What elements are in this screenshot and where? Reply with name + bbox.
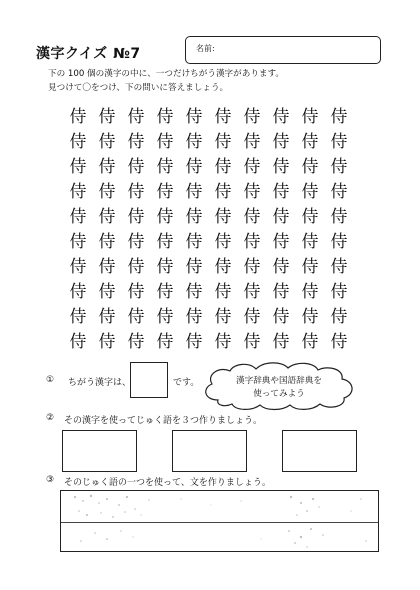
kanji-cell[interactable]: 侍 (301, 157, 319, 177)
kanji-row (65, 229, 355, 255)
kanji-cell[interactable]: 侍 (330, 132, 348, 152)
kanji-cell[interactable]: 侍 (301, 182, 319, 202)
kanji-cell[interactable]: 侍 (185, 257, 203, 277)
kanji-cell[interactable]: 侍 (243, 207, 261, 227)
kanji-cell[interactable]: 侍 (127, 282, 145, 302)
kanji-cell[interactable]: 侍 (69, 132, 87, 152)
kanji-cell[interactable]: 侍 (127, 232, 145, 252)
question-3-text: そのじゅく語の一つを使って、文を作りましょう。 (64, 478, 271, 488)
kanji-cell[interactable]: 侍 (330, 307, 348, 327)
kanji-cell[interactable]: 侍 (243, 107, 261, 127)
kanji-cell[interactable]: 侍 (301, 207, 319, 227)
kanji-cell[interactable]: 侍 (98, 207, 116, 227)
kanji-cell[interactable]: 侍 (185, 107, 203, 127)
kanji-cell[interactable]: 侍 (156, 182, 174, 202)
kanji-cell[interactable]: 侍 (243, 257, 261, 277)
kanji-row (65, 179, 355, 205)
kanji-cell[interactable]: 侍 (98, 307, 116, 327)
kanji-cell[interactable]: 侍 (156, 107, 174, 127)
kanji-cell[interactable]: 侍 (127, 157, 145, 177)
kanji-cell[interactable]: 侍 (98, 232, 116, 252)
quiz-title: 漢字クイズ №7 (36, 46, 141, 62)
hint-line-1: 漢字辞典や国語辞典を (236, 376, 322, 386)
kanji-cell[interactable]: 侍 (69, 107, 87, 127)
kanji-cell[interactable]: 侍 (98, 132, 116, 152)
kanji-cell[interactable]: 侍 (214, 157, 232, 177)
kanji-cell[interactable]: 侍 (98, 282, 116, 302)
kanji-cell[interactable]: 侍 (301, 257, 319, 277)
kanji-cell[interactable]: 侍 (330, 257, 348, 277)
kanji-cell[interactable]: 侍 (185, 282, 203, 302)
kanji-cell[interactable]: 侍 (185, 207, 203, 227)
kanji-cell[interactable]: 侍 (330, 182, 348, 202)
jukugo-answer-box-3[interactable] (282, 430, 357, 472)
kanji-cell[interactable]: 侍 (301, 132, 319, 152)
question-2-number: ② (46, 413, 55, 423)
kanji-cell[interactable]: 侍 (185, 332, 203, 352)
kanji-cell[interactable]: 侍 (69, 182, 87, 202)
kanji-cell[interactable]: 侍 (272, 157, 290, 177)
kanji-cell[interactable]: 侍 (243, 307, 261, 327)
kanji-cell[interactable]: 侍 (301, 282, 319, 302)
different-kanji-answer-box[interactable] (130, 362, 168, 398)
kanji-row (65, 104, 355, 130)
kanji-grid (65, 104, 355, 354)
kanji-cell[interactable]: 侍 (69, 282, 87, 302)
kanji-cell[interactable]: 侍 (330, 332, 348, 352)
kanji-cell[interactable]: 侍 (127, 257, 145, 277)
kanji-cell[interactable]: 侍 (301, 332, 319, 352)
kanji-row (65, 129, 355, 155)
kanji-cell[interactable]: 侍 (272, 207, 290, 227)
kanji-cell[interactable]: 侍 (214, 307, 232, 327)
question-1-text: ちがう漢字は、 (68, 378, 132, 388)
kanji-cell[interactable]: 侍 (98, 257, 116, 277)
kanji-cell[interactable]: 侍 (98, 107, 116, 127)
jukugo-answer-box-2[interactable] (172, 430, 247, 472)
kanji-cell[interactable]: 侍 (127, 307, 145, 327)
kanji-cell[interactable]: 侍 (185, 182, 203, 202)
kanji-cell[interactable]: 侍 (330, 282, 348, 302)
kanji-cell[interactable]: 侍 (98, 332, 116, 352)
question-1-text-after: です。 (173, 378, 200, 388)
kanji-cell[interactable]: 侍 (301, 232, 319, 252)
kanji-cell[interactable]: 侍 (156, 332, 174, 352)
kanji-cell[interactable]: 侍 (185, 307, 203, 327)
hint-cloud (200, 360, 358, 412)
kanji-cell[interactable]: 侍 (330, 232, 348, 252)
kanji-cell[interactable]: 侍 (272, 232, 290, 252)
kanji-cell[interactable]: 侍 (98, 157, 116, 177)
kanji-cell[interactable]: 侍 (156, 207, 174, 227)
kanji-row (65, 154, 355, 180)
kanji-cell[interactable]: 侍 (214, 332, 232, 352)
kanji-cell[interactable]: 侍 (69, 307, 87, 327)
kanji-cell[interactable]: 侍 (214, 257, 232, 277)
kanji-cell[interactable]: 侍 (272, 132, 290, 152)
kanji-cell[interactable]: 侍 (214, 132, 232, 152)
kanji-cell[interactable]: 侍 (214, 107, 232, 127)
kanji-cell[interactable]: 侍 (156, 307, 174, 327)
kanji-cell[interactable]: 侍 (69, 257, 87, 277)
kanji-cell[interactable]: 侍 (272, 307, 290, 327)
kanji-cell[interactable]: 侍 (185, 157, 203, 177)
kanji-cell[interactable]: 侍 (243, 182, 261, 202)
kanji-cell[interactable]: 侍 (214, 282, 232, 302)
kanji-cell[interactable]: 侍 (243, 232, 261, 252)
kanji-cell[interactable]: 侍 (330, 107, 348, 127)
kanji-cell[interactable]: 侍 (98, 182, 116, 202)
instruction-line-2: 見つけて〇をつけ、下の問いに答えましょう。 (48, 83, 229, 93)
jukugo-answer-box-1[interactable] (62, 430, 137, 472)
kanji-cell[interactable]: 侍 (156, 132, 174, 152)
kanji-cell[interactable]: 侍 (69, 332, 87, 352)
kanji-cell[interactable]: 侍 (127, 107, 145, 127)
hint-line-2: 使ってみよう (253, 389, 305, 399)
kanji-cell[interactable]: 侍 (185, 232, 203, 252)
kanji-cell[interactable]: 侍 (214, 232, 232, 252)
sentence-writing-line (61, 522, 378, 523)
kanji-cell[interactable]: 侍 (69, 157, 87, 177)
kanji-cell[interactable]: 侍 (214, 207, 232, 227)
kanji-row (65, 254, 355, 280)
kanji-cell[interactable]: 侍 (156, 282, 174, 302)
kanji-cell[interactable]: 侍 (127, 332, 145, 352)
kanji-cell[interactable]: 侍 (272, 332, 290, 352)
kanji-cell[interactable]: 侍 (243, 332, 261, 352)
kanji-cell[interactable]: 侍 (127, 132, 145, 152)
kanji-cell[interactable]: 侍 (243, 282, 261, 302)
kanji-cell[interactable]: 侍 (185, 132, 203, 152)
kanji-row (65, 329, 355, 355)
kanji-cell[interactable]: 侍 (69, 207, 87, 227)
question-3-number: ③ (46, 475, 55, 485)
cloud-shape-icon (200, 360, 358, 412)
kanji-cell[interactable]: 侍 (69, 232, 87, 252)
kanji-cell[interactable]: 侍 (272, 282, 290, 302)
kanji-cell[interactable]: 侍 (330, 207, 348, 227)
kanji-cell[interactable]: 侍 (127, 182, 145, 202)
sentence-answer-box[interactable] (60, 490, 379, 552)
kanji-cell[interactable]: 侍 (330, 157, 348, 177)
kanji-cell[interactable]: 侍 (156, 157, 174, 177)
kanji-cell[interactable]: 侍 (156, 232, 174, 252)
kanji-cell[interactable]: 侍 (272, 182, 290, 202)
name-field[interactable] (185, 36, 381, 64)
kanji-cell[interactable]: 侍 (272, 257, 290, 277)
kanji-cell[interactable]: 侍 (156, 257, 174, 277)
kanji-row (65, 279, 355, 305)
kanji-row (65, 304, 355, 330)
kanji-cell[interactable]: 侍 (243, 132, 261, 152)
kanji-cell[interactable]: 侍 (301, 107, 319, 127)
kanji-cell[interactable]: 侍 (214, 182, 232, 202)
kanji-cell[interactable]: 侍 (243, 157, 261, 177)
kanji-cell[interactable]: 侍 (301, 307, 319, 327)
kanji-row (65, 204, 355, 230)
name-label: 名前: (196, 44, 215, 53)
question-2-text: その漢字を使ってじゅく語を３つ作りましょう。 (64, 416, 263, 426)
kanji-cell[interactable]: 侍 (127, 207, 145, 227)
question-1-number: ① (46, 375, 55, 385)
instruction-line-1: 下の 100 個の漢字の中に、一つだけちがう漢字があります。 (48, 69, 285, 79)
kanji-cell[interactable]: 侍 (272, 107, 290, 127)
